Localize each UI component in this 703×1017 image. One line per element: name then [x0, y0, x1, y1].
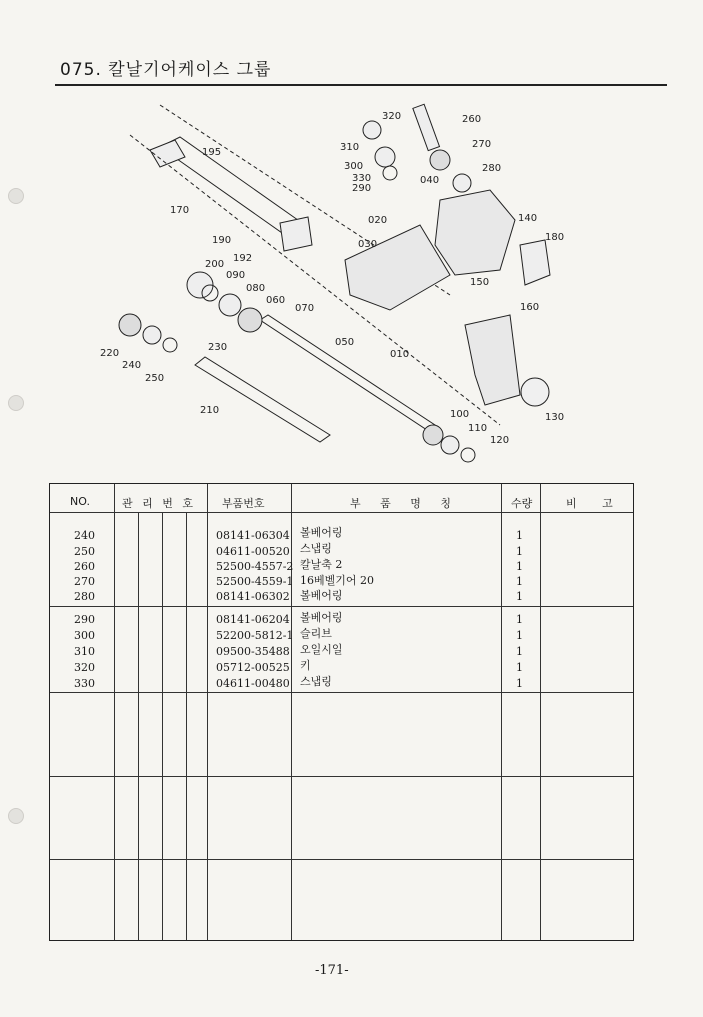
svg-text:240: 240 — [122, 360, 142, 371]
svg-text:020: 020 — [368, 215, 388, 226]
punch-hole-top — [8, 188, 24, 204]
col-divider — [501, 484, 502, 940]
svg-text:110: 110 — [468, 423, 488, 434]
svg-text:200: 200 — [205, 259, 225, 270]
row-name: 16베벨기어 20 — [300, 574, 374, 587]
row-qty: 1 — [516, 661, 523, 674]
gear-100 — [423, 425, 443, 445]
gear-220 — [119, 314, 141, 336]
svg-text:280: 280 — [482, 163, 502, 174]
col-divider — [162, 512, 163, 940]
svg-text:070: 070 — [295, 303, 315, 314]
row-qty: 1 — [516, 613, 523, 626]
header-part-no: 부품번호 — [222, 497, 265, 510]
page-title: 075. 칼날기어케이스 그룹 — [60, 60, 272, 80]
svg-text:290: 290 — [352, 183, 372, 194]
svg-text:210: 210 — [200, 405, 220, 416]
row-no: 320 — [74, 661, 95, 674]
title-underline — [55, 84, 667, 86]
row-part-no: 04611-00480 — [216, 677, 290, 690]
gear-270 — [430, 150, 450, 170]
svg-text:180: 180 — [545, 232, 565, 243]
parts-table — [49, 483, 634, 941]
row-name: 볼베어링 — [300, 526, 343, 539]
svg-text:030: 030 — [358, 239, 378, 250]
svg-text:320: 320 — [382, 111, 402, 122]
sleeve-300 — [375, 147, 395, 167]
svg-text:195: 195 — [202, 147, 222, 158]
svg-text:010: 010 — [390, 349, 410, 360]
exploded-parts-diagram — [90, 95, 580, 480]
page-number: -171- — [315, 963, 349, 978]
row-qty: 1 — [516, 575, 523, 588]
row-no: 310 — [74, 645, 95, 658]
row-name: 오일시일 — [300, 643, 343, 656]
svg-text:050: 050 — [335, 337, 355, 348]
svg-text:090: 090 — [226, 270, 246, 281]
row-no: 240 — [74, 529, 95, 542]
row-no: 300 — [74, 629, 95, 642]
gear-060 — [238, 308, 262, 332]
row-part-no: 04611-00520 — [216, 545, 290, 558]
svg-text:100: 100 — [450, 409, 470, 420]
ring-330 — [383, 166, 397, 180]
row-part-no: 52200-5812-1 — [216, 629, 294, 642]
row-group-rule — [50, 606, 633, 607]
shaft-260 — [413, 104, 440, 150]
header-mgmt-no: 관 리 번 호 — [122, 497, 193, 510]
header-part-name: 부 품 명 칭 — [350, 497, 451, 510]
punch-hole-bottom — [8, 808, 24, 824]
ring-120 — [461, 448, 475, 462]
punch-hole-middle — [8, 395, 24, 411]
ring-250 — [163, 338, 177, 352]
housing-flange-195 — [150, 140, 185, 167]
col-divider — [138, 512, 139, 940]
svg-text:310: 310 — [340, 142, 360, 153]
row-group-rule — [50, 776, 633, 777]
svg-text:140: 140 — [518, 213, 538, 224]
row-group-rule — [50, 692, 633, 693]
row-name: 키 — [300, 659, 311, 672]
row-qty: 1 — [516, 629, 523, 642]
col-divider — [540, 484, 541, 940]
header-rule — [50, 512, 633, 513]
row-no: 250 — [74, 545, 95, 558]
svg-text:150: 150 — [470, 277, 490, 288]
row-group-rule — [50, 859, 633, 860]
svg-text:190: 190 — [212, 235, 232, 246]
row-name: 스냅링 — [300, 675, 332, 688]
col-divider — [114, 484, 115, 940]
col-divider — [186, 512, 187, 940]
bearing-280 — [453, 174, 471, 192]
row-qty: 1 — [516, 677, 523, 690]
row-name: 칼날축 2 — [300, 558, 343, 571]
row-no: 260 — [74, 560, 95, 573]
row-no: 270 — [74, 575, 95, 588]
bearing-080 — [219, 294, 241, 316]
svg-text:260: 260 — [462, 114, 482, 125]
header-qty: 수량 — [511, 497, 533, 510]
row-no: 280 — [74, 590, 95, 603]
bearing-310 — [363, 121, 381, 139]
svg-text:120: 120 — [490, 435, 510, 446]
svg-text:300: 300 — [344, 161, 364, 172]
shaft-050 — [260, 315, 435, 430]
svg-text:130: 130 — [545, 412, 565, 423]
cap-130 — [521, 378, 549, 406]
row-part-no: 52500-4559-1 — [216, 575, 294, 588]
row-qty: 1 — [516, 529, 523, 542]
gear-case-140 — [435, 190, 515, 275]
svg-text:270: 270 — [472, 139, 492, 150]
svg-text:160: 160 — [520, 302, 540, 313]
svg-text:230: 230 — [208, 342, 228, 353]
row-part-no: 08141-06204 — [216, 613, 290, 626]
bearing-110 — [441, 436, 459, 454]
row-name: 볼베어링 — [300, 589, 343, 602]
row-qty: 1 — [516, 545, 523, 558]
svg-text:250: 250 — [145, 373, 165, 384]
row-qty: 1 — [516, 645, 523, 658]
bracket-010-lower — [465, 315, 520, 405]
svg-text:170: 170 — [170, 205, 190, 216]
row-qty: 1 — [516, 590, 523, 603]
row-part-no: 05712-00525 — [216, 661, 290, 674]
main-housing-010 — [345, 225, 450, 310]
col-divider — [207, 484, 208, 940]
header-no: NO. — [70, 495, 90, 508]
cover-180 — [520, 240, 550, 285]
row-name: 슬리브 — [300, 627, 332, 640]
svg-text:040: 040 — [420, 175, 440, 186]
svg-text:060: 060 — [266, 295, 286, 306]
row-part-no: 08141-06304 — [216, 529, 290, 542]
svg-text:080: 080 — [246, 283, 266, 294]
bearing-240 — [143, 326, 161, 344]
row-part-no: 08141-06302 — [216, 590, 290, 603]
col-divider — [291, 484, 292, 940]
shaft-210 — [195, 357, 330, 442]
row-part-no: 09500-35488 — [216, 645, 290, 658]
svg-text:192: 192 — [233, 253, 253, 264]
svg-text:220: 220 — [100, 348, 120, 359]
row-name: 볼베어링 — [300, 611, 343, 624]
row-part-no: 52500-4557-2 — [216, 560, 294, 573]
flange-plate-190 — [280, 217, 312, 251]
row-name: 스냅링 — [300, 542, 332, 555]
header-remark: 비 고 — [566, 497, 613, 510]
row-qty: 1 — [516, 560, 523, 573]
row-no: 330 — [74, 677, 95, 690]
svg-text:330: 330 — [352, 173, 372, 184]
row-no: 290 — [74, 613, 95, 626]
